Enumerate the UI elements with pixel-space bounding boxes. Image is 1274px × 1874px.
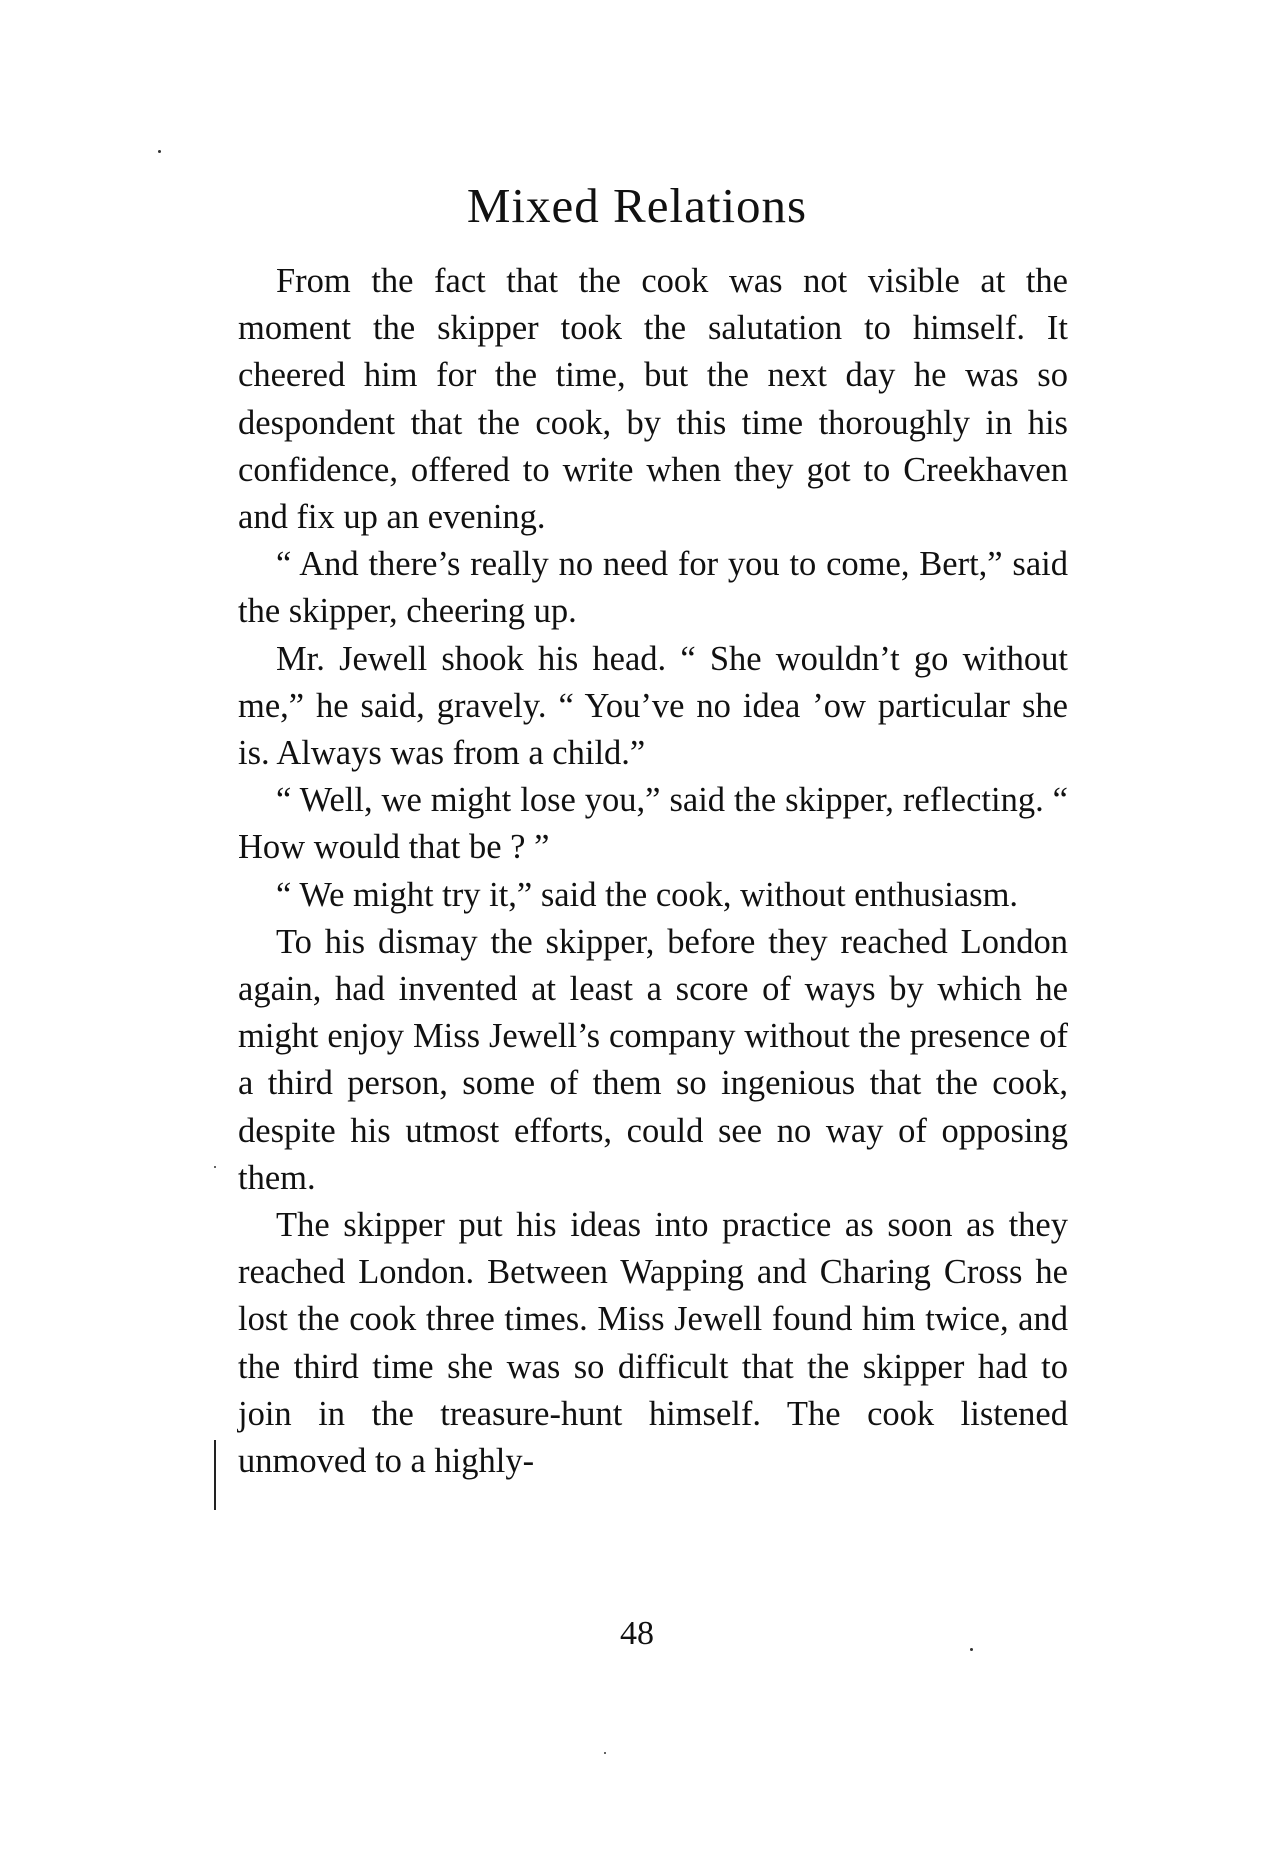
scan-speck <box>604 1752 606 1754</box>
page-number: 48 <box>620 1615 654 1652</box>
paragraph-7: The skipper put his ideas into practice as soon as they reached London. Between Wapping and Charing Cross he lost the cook three times. Miss Jewell found him twice, and the third time she was so difficult that the skipper had to join in the treasure-hunt himself. The cook listened unmoved to a highly- <box>238 1206 1068 1481</box>
scan-speck <box>158 150 161 153</box>
paragraph-3: Mr. Jewell shook his head. “ She wouldn’t go without me,” he said, gravely. “ You’ve no idea ’ow particular she is. Always was from a child.” <box>238 639 1068 773</box>
scan-speck <box>214 1166 216 1168</box>
paragraph-6: To his dismay the skipper, before they reached London again, had invented at least a score of ways by which he might enjoy Miss Jewell’s company without the presence of a third person, some of them so ingenious that the cook, despite his utmost efforts, could see no way of opposing them. <box>238 922 1068 1197</box>
body-text <box>238 258 1068 1485</box>
margin-scan-mark <box>214 1440 216 1510</box>
paragraph-5: “ We might try it,” said the cook, without enthusiasm. <box>276 875 1019 914</box>
paragraph-2: “ And there’s really no need for you to come, Bert,” said the skipper, cheering up. <box>238 545 1068 631</box>
paragraph-4: “ Well, we might lose you,” said the skipper, reflecting. “ How would that be ? ” <box>238 781 1068 867</box>
scan-speck <box>970 1648 973 1651</box>
paragraph-1: From the fact that the cook was not visible at the moment the skipper took the salutation to himself. It cheered him for the time, but the next day he was so despondent that the cook, by this time thoroughly in his confidence, offered to write when they got to Creekhaven and fix up an evening. <box>238 262 1068 537</box>
running-head: Mixed Relations <box>466 178 808 233</box>
